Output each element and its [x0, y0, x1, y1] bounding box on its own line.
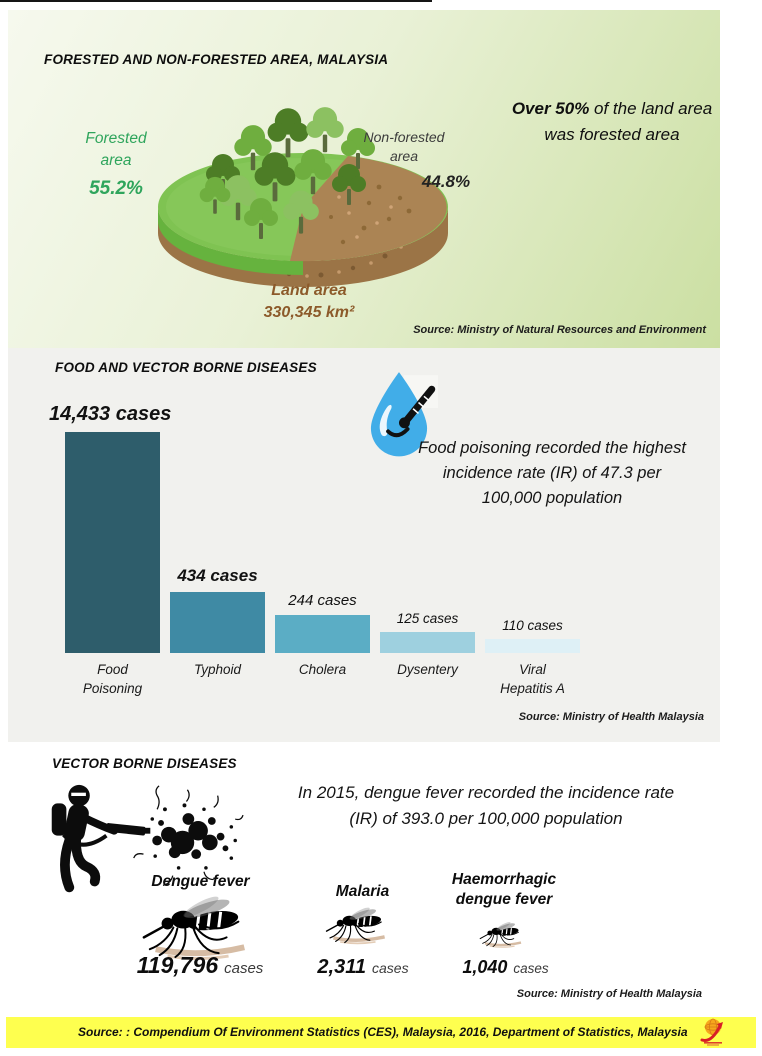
section-forested-area	[8, 10, 720, 348]
bar-typhoid	[170, 348, 265, 742]
dengue-cases: 119,796 cases	[136, 952, 264, 978]
malaria-mosquito-icon	[322, 906, 396, 946]
forest-source-note: Source: Ministry of Natural Resources and Environment	[413, 324, 706, 336]
food-section-title: FOOD AND VECTOR BORNE DISEASES	[55, 360, 317, 375]
food-annotation-text: Food poisoning recorded the highest incidence rate (IR) of 47.3 per 100,000 population	[418, 439, 686, 507]
bar-category-label: Cholera	[298, 662, 347, 677]
bar-value-label: 14,433 cases	[49, 403, 172, 425]
bar-category-label: Typhoid	[193, 662, 242, 677]
bar-category-label: Viral Hepatitis A	[500, 662, 565, 696]
vector-source-note: Source: Ministry of Health Malaysia	[516, 988, 702, 1000]
bar-value-label: 244 cases	[288, 592, 357, 609]
malaria-label: Malaria	[335, 883, 390, 900]
department-of-statistics-malaysia-logo	[698, 1018, 730, 1047]
bar-value-label: 434 cases	[177, 566, 258, 585]
land-area-value: 330,345 km²	[263, 303, 355, 321]
bar-category-label: Dysentery	[397, 662, 458, 677]
forest-pie-illustration	[153, 95, 463, 295]
non-forested-slice-label: Non-forested area	[363, 129, 445, 164]
section-food-diseases	[8, 348, 720, 742]
haemorrhagic-dengue-label: Haemorrhagic dengue fever	[451, 871, 557, 909]
food-source-note: Source: Ministry of Health Malaysia	[518, 711, 704, 723]
haemorrhagic-mosquito-icon	[477, 921, 529, 949]
forested-slice-label: Forested area 55.2%	[56, 128, 176, 202]
dengue-fever-label: Dengue fever	[151, 873, 250, 890]
page-edge-artifact	[0, 0, 432, 2]
bar-value-label: 110 cases	[502, 618, 563, 633]
forest-callout-text: Over 50% of the land area was forested area	[511, 99, 713, 145]
forested-percentage: 55.2%	[89, 177, 143, 199]
bar-food-poisoning	[49, 348, 172, 742]
bar-category-label: Food Poisoning	[82, 662, 143, 696]
forest-section-title: FORESTED AND NON-FORESTED AREA, MALAYSIA	[44, 52, 389, 67]
vector-annotation-text: In 2015, dengue fever recorded the incidence rate (IR) of 393.0 per 100,000 population	[297, 783, 675, 828]
vector-section-title: VECTOR BORNE DISEASES	[52, 756, 237, 771]
land-area-label: Land area 330,345 km²	[263, 282, 355, 321]
malaria-cases: 2,311 cases	[317, 956, 409, 978]
haemorrhagic-cases: 1,040 cases	[462, 957, 549, 977]
footer-source-text: Source: : Compendium Of Environment Statistics (CES), Malaysia, 2016, Department of Statistics, Malaysia	[78, 1025, 688, 1039]
footer-bar	[6, 1017, 756, 1048]
bar-value-label: 125 cases	[396, 611, 459, 626]
non-forested-percentage: 44.8%	[421, 172, 471, 191]
bar-viral-hepatitis-a	[485, 348, 580, 742]
bar-cholera	[275, 348, 370, 742]
